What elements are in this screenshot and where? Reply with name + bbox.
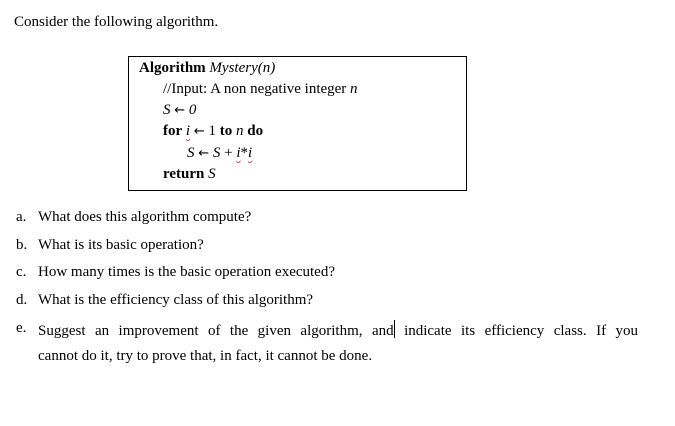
question-text: What is its basic operation? bbox=[38, 237, 204, 253]
loop-end: n bbox=[235, 123, 244, 139]
text-cursor bbox=[394, 320, 395, 338]
body-i-first: i bbox=[236, 145, 241, 161]
loop-arrow: ← bbox=[193, 124, 205, 139]
body-rhs-s: S bbox=[212, 145, 221, 161]
input-var: n bbox=[350, 81, 358, 97]
question-letter: e. bbox=[16, 320, 27, 336]
question-text: What is the efficiency class of this algorithm? bbox=[38, 292, 314, 308]
init-value: 0 bbox=[188, 102, 197, 118]
question-letter: a. bbox=[16, 209, 27, 225]
algorithm-input-comment bbox=[163, 81, 358, 98]
question-text-line-2: cannot do it, try to prove that, in fact, it cannot be done. bbox=[38, 348, 373, 364]
algorithm-return-line bbox=[163, 166, 216, 183]
return-keyword: return bbox=[163, 166, 205, 182]
body-i-second: i bbox=[248, 145, 253, 161]
algorithm-name: Mystery(n) bbox=[209, 60, 276, 76]
init-arrow: ← bbox=[174, 103, 186, 118]
for-keyword: for bbox=[163, 123, 183, 139]
intro-text: Consider the following algorithm. bbox=[14, 14, 219, 30]
question-letter: b. bbox=[16, 237, 28, 253]
question-letter: c. bbox=[16, 264, 27, 280]
return-var: S bbox=[208, 166, 216, 182]
algorithm-keyword: Algorithm bbox=[139, 60, 206, 76]
input-comment-text: //Input: A non negative integer bbox=[163, 81, 347, 97]
question-text: How many times is the basic operation executed? bbox=[38, 264, 335, 280]
question-letter: d. bbox=[16, 292, 28, 308]
body-lhs: S bbox=[187, 145, 195, 161]
body-plus: + bbox=[224, 145, 233, 161]
algorithm-init-line bbox=[163, 102, 196, 119]
question-text-part-2: indicate its efficiency class. If you bbox=[404, 323, 638, 339]
algorithm-for-line bbox=[163, 123, 263, 140]
to-keyword: to bbox=[219, 123, 233, 139]
do-keyword: do bbox=[247, 123, 264, 139]
body-arrow: ← bbox=[198, 146, 210, 161]
loop-var: i bbox=[185, 123, 191, 139]
algorithm-body-line bbox=[187, 145, 252, 162]
loop-start: 1 bbox=[208, 123, 216, 139]
body-times: * bbox=[240, 145, 249, 161]
algorithm-box bbox=[128, 56, 467, 191]
init-var: S bbox=[163, 102, 171, 118]
question-text-line-1 bbox=[38, 320, 638, 340]
question-text-part-1: Suggest an improvement of the given algorithm, and bbox=[38, 323, 394, 339]
question-text: What does this algorithm compute? bbox=[38, 209, 252, 225]
algorithm-header bbox=[139, 60, 275, 77]
